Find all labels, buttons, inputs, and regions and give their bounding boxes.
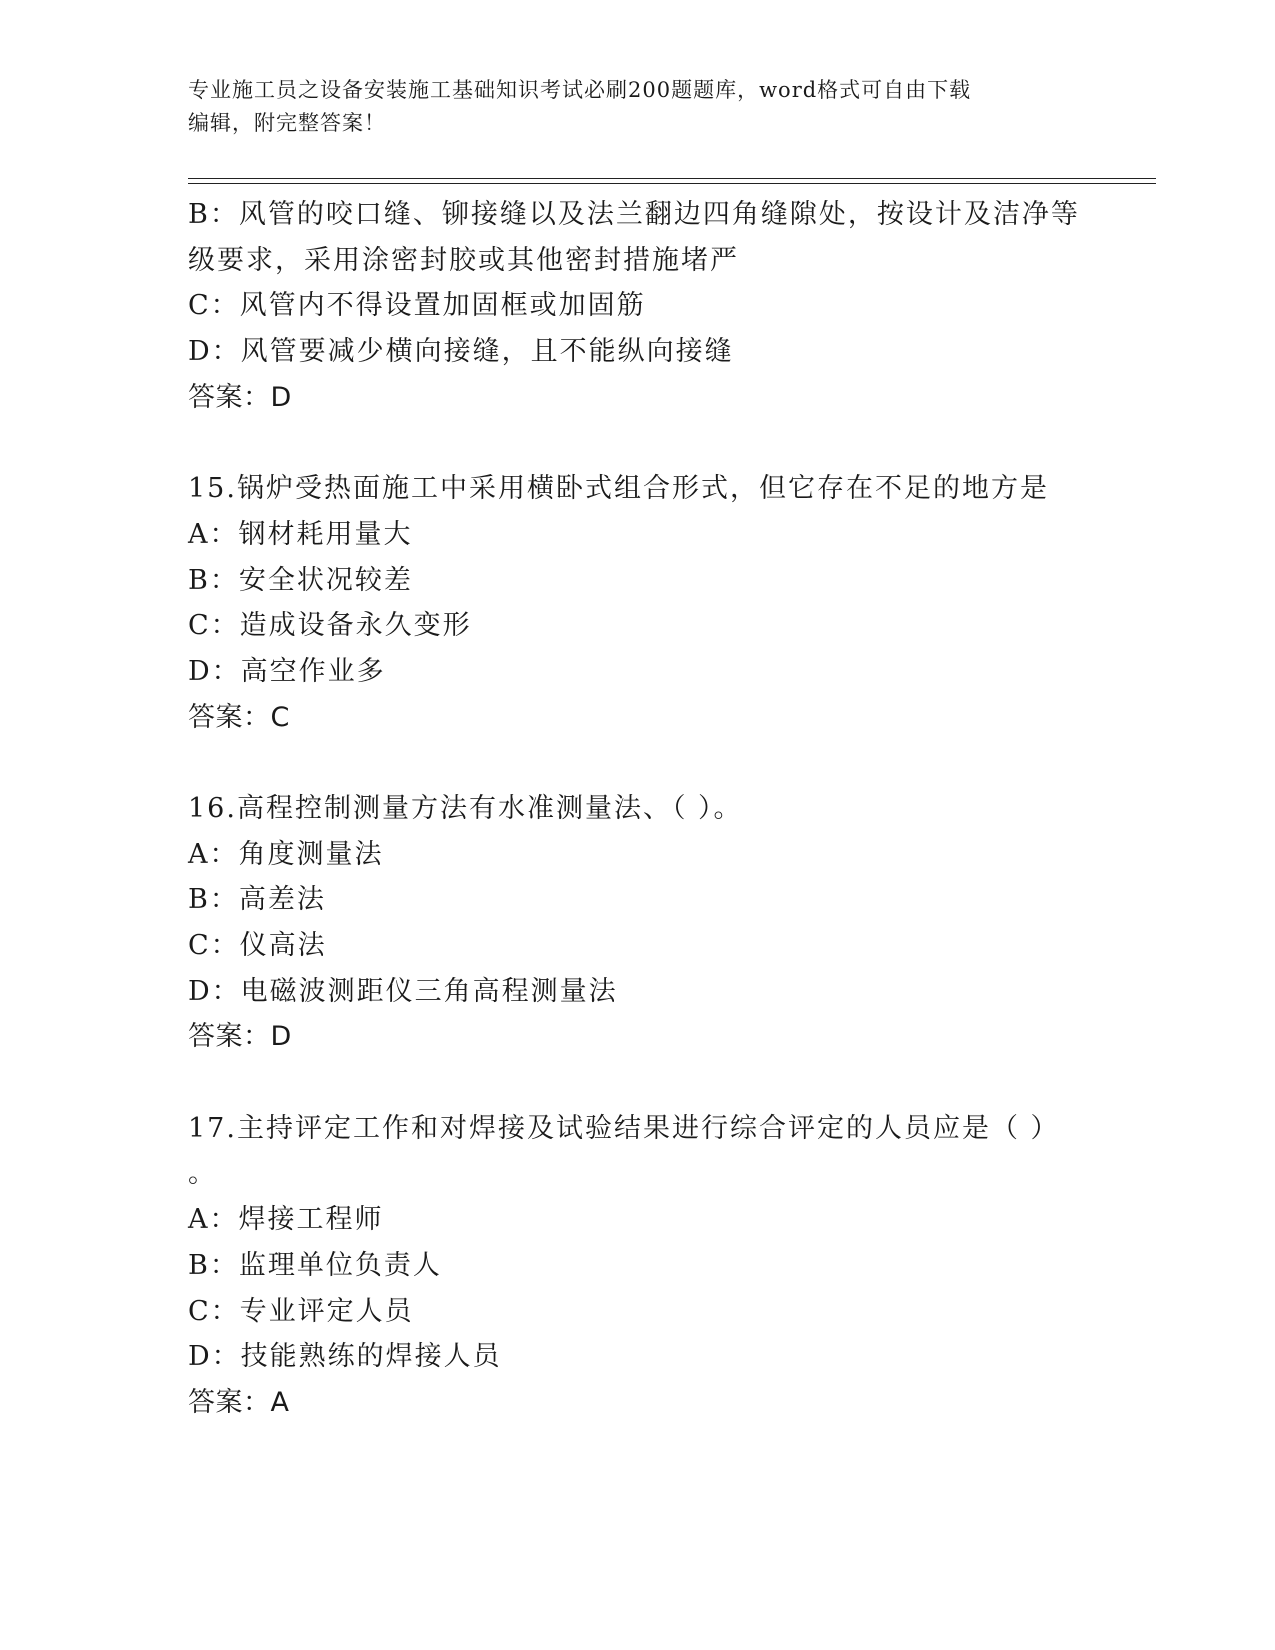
spacer <box>188 1060 1088 1106</box>
question-15 <box>188 466 1088 740</box>
question-stem: 15.锅炉受热面施工中采用横卧式组合形式，但它存在不足的地方是 <box>188 473 1049 505</box>
header-title-line-2: 编辑，附完整答案！ <box>188 111 386 135</box>
question-stem-line-1: 17.主持评定工作和对焊接及试验结果进行综合评定的人员应是（ ） <box>188 1112 1060 1144</box>
answer: 答案：D <box>188 381 292 413</box>
option-a: A：角度测量法 <box>188 838 384 870</box>
option-b-line-1: B：风管的咬口缝、铆接缝以及法兰翻边四角缝隙处，按设计及洁净等 <box>188 199 1080 230</box>
option-c: C：风管内不得设置加固框或加固筋 <box>188 290 646 322</box>
option-d: D：电磁波测距仪三角高程测量法 <box>188 975 618 1007</box>
question-14-continued <box>188 192 1088 420</box>
header-title-line-1: 专业施工员之设备安装施工基础知识考试必刷200题题库，word格式可自由下载 <box>188 78 972 102</box>
option-b: B：安全状况较差 <box>188 564 413 596</box>
question-list <box>188 192 1088 1426</box>
option-c: C：专业评定人员 <box>188 1295 414 1327</box>
question-17 <box>188 1106 1088 1426</box>
option-a: A：钢材耗用量大 <box>188 518 413 550</box>
question-16 <box>188 786 1088 1060</box>
option-d: D：风管要减少横向接缝，且不能纵向接缝 <box>188 336 734 368</box>
option-c: C：造成设备永久变形 <box>188 610 472 642</box>
answer: 答案：C <box>188 701 290 733</box>
option-d: D：高空作业多 <box>188 655 386 687</box>
option-b: B：高差法 <box>188 884 326 916</box>
option-b-line-2: 级要求，采用涂密封胶或其他密封措施堵严 <box>188 244 739 276</box>
question-stem: 16.高程控制测量方法有水准测量法、（ ）。 <box>188 792 743 824</box>
option-a: A：焊接工程师 <box>188 1204 384 1236</box>
document-header <box>188 74 1088 140</box>
answer: 答案：D <box>188 1021 292 1053</box>
question-stem-line-2: 。 <box>188 1158 217 1190</box>
header-divider-bottom <box>188 183 1156 184</box>
option-c: C：仪高法 <box>188 930 327 961</box>
option-d: D：技能熟练的焊接人员 <box>188 1341 502 1373</box>
answer: 答案：A <box>188 1386 290 1418</box>
option-b: B：监理单位负责人 <box>188 1249 442 1281</box>
spacer <box>188 740 1088 786</box>
header-divider-top <box>188 178 1156 179</box>
spacer <box>188 420 1088 466</box>
